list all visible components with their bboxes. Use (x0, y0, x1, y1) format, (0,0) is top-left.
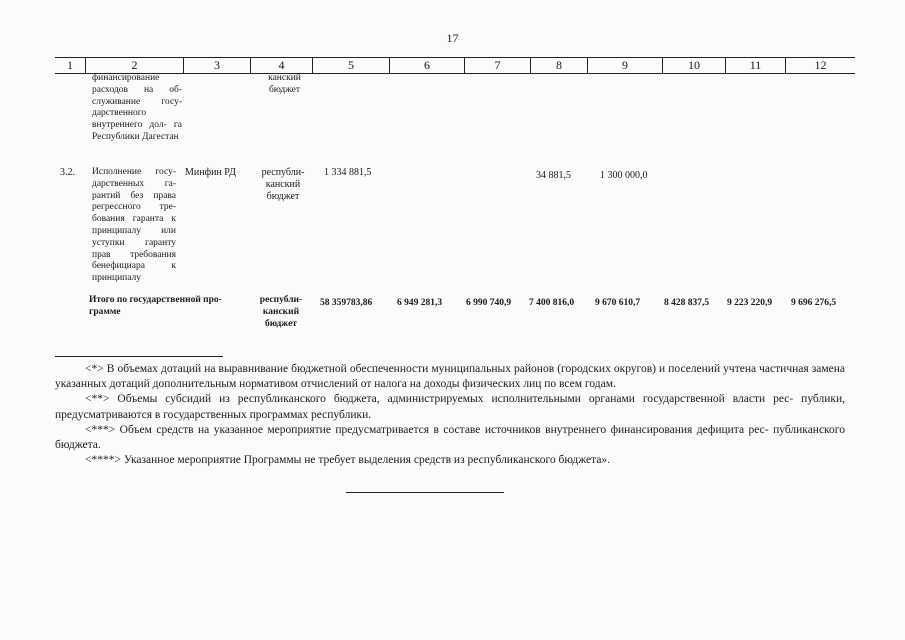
total-value: 1 334 881,5 (324, 167, 372, 178)
footnote: <****> Указанное мероприятие Программы не требует выделения средств из республиканского бюджета». (85, 454, 611, 467)
year-value: 7 400 816,0 (529, 298, 575, 308)
year-value: 6 990 740,9 (466, 298, 512, 308)
year-value: 9 670 610,7 (595, 298, 641, 308)
year-value: 1 300 000,0 (600, 170, 648, 181)
page-number: 17 (446, 31, 459, 45)
column-number: 6 (389, 58, 464, 73)
budget-source: республи- канский бюджет (261, 167, 305, 202)
executor: Минфин РД (185, 167, 236, 178)
column-number: 7 (464, 58, 530, 73)
measure-name: финансирование расходов на об- служивание госу- дарственного внутреннего дол- га Республики Дагестан (92, 73, 182, 142)
column-number: 9 (587, 58, 662, 73)
column-number: 11 (725, 58, 785, 73)
footnote-separator (55, 356, 223, 357)
measure-name: Исполнение госу- дарственных га- рантий без права регрессного тре- бования гаранта к принципалу или уступки гаранту прав требования бенефициара к принципалу (92, 167, 176, 284)
column-number: 5 (312, 58, 389, 73)
column-number: 12 (785, 58, 855, 73)
year-value: 6 949 281,3 (397, 298, 443, 308)
table-header-row (55, 57, 855, 74)
budget-source: республи- канский бюджет (259, 295, 303, 329)
year-value: 9 696 276,5 (791, 298, 837, 308)
column-number: 1 (67, 58, 73, 72)
footnote: <*> В объемах дотаций на выравнивание бюджетной обеспеченности муниципальных районов (городских округов) и поселений учтена частичная замена указанных дотаций дополнительным нормативом отчислений от налога на доходы физических лиц по всем годам. (55, 363, 845, 391)
column-number: 4 (250, 58, 312, 73)
column-number: 8 (530, 58, 587, 73)
year-value: 8 428 837,5 (664, 298, 710, 308)
footnote: <***> Объем средств на указанное мероприятие предусматривается в составе источников внутреннего финансирования дефицита рес- публиканского бюджета. (55, 423, 845, 452)
total-label: Итого по государственной про- грамме (89, 295, 222, 317)
year-value: 9 223 220,9 (727, 298, 773, 308)
end-separator (346, 492, 504, 493)
footnote: <**> Объемы субсидий из республиканского бюджета, администрируемых исполнительными органами государственной власти рес- публики, предусматриваются в государственных программах республики. (55, 393, 845, 421)
column-number: 3 (183, 58, 250, 73)
budget-source: канский бюджет (268, 73, 301, 95)
column-number: 10 (662, 58, 725, 73)
total-value: 58 359783,86 (320, 298, 373, 308)
footnotes (55, 362, 845, 468)
column-number: 2 (85, 58, 183, 73)
year-value: 34 881,5 (536, 170, 571, 181)
row-number: 3.2. (60, 167, 75, 178)
